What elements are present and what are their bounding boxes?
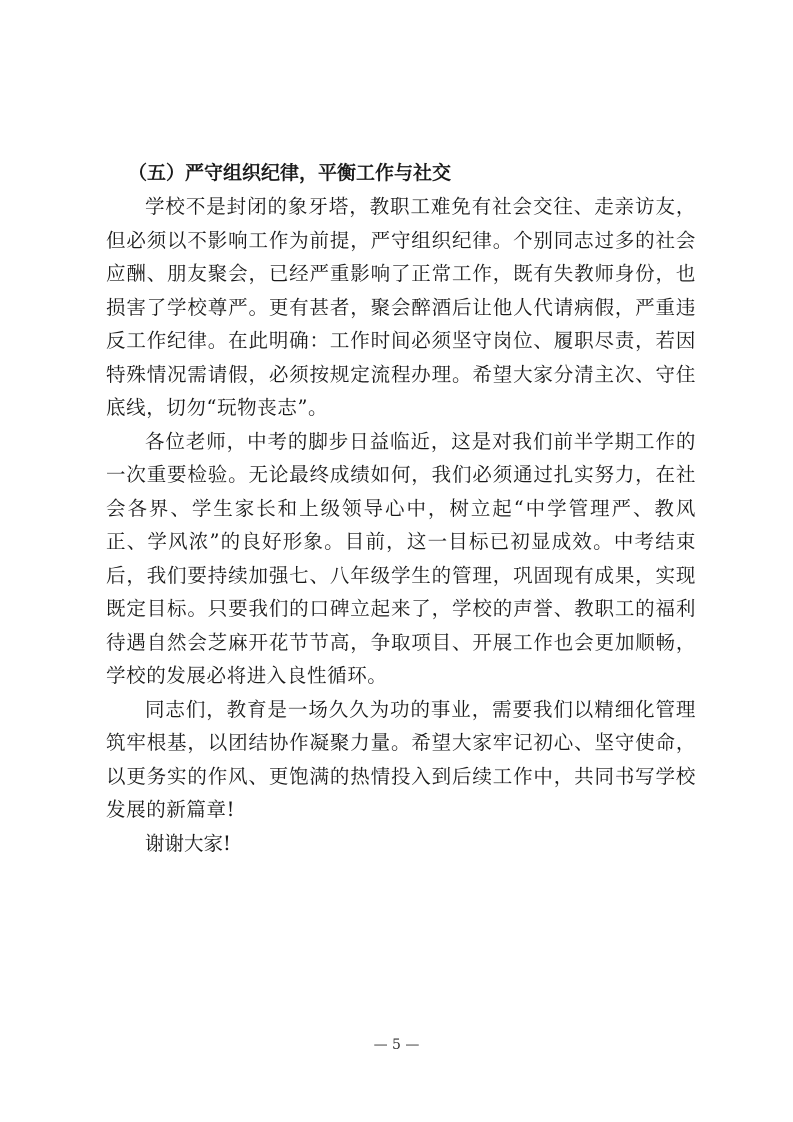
page-number: — 5 — [373,1037,420,1053]
paragraph-exam: 各位老师，中考的脚步日益临近，这是对我们前半学期工作的一次重要检验。无论最终成绩如何，我们必须通过扎实努力，在社会各界、学生家长和上级领导心中，树立起“中学管理严、教风正、学风浓”的良好形象。目前，这一目标已初显成效。中考结束后，我们要持续加强七、八年级学生的管理，巩固现有成果，实现既定目标。只要我们的口碑立起来了，学校的声誉、教职工的福利待遇自然会芝麻开花节节高，争取项目、开展工作也会更加顺畅，学校的发展必将进入良性循环。 [106,429,696,687]
section-heading: （五）严守组织纪律，平衡工作与社交 [128,162,452,184]
closing-remark: 谢谢大家! [145,831,231,855]
paragraph-conclusion: 同志们，教育是一场久久为功的事业，需要我们以精细化管理筑牢根基，以团结协作凝聚力量。希望大家牢记初心、坚守使命，以更务实的作风、更饱满的热情投入到后续工作中，共同书写学校发展的新篇章! [106,697,696,821]
document-body [106,156,696,860]
paragraph-discipline: 学校不是封闭的象牙塔，教职工难免有社会交往、走亲访友，但必须以不影响工作为前提，严守组织纪律。个别同志过多的社会应酬、朋友聚会，已经严重影响了正常工作，既有失教师身份，也损害了学校尊严。更有甚者，聚会醉酒后让他人代请病假，严重违反工作纪律。在此明确：工作时间必须坚守岗位、履职尽责，若因特殊情况需请假，必须按规定流程办理。希望大家分清主次、守住底线，切勿“玩物丧志”。 [106,195,696,419]
